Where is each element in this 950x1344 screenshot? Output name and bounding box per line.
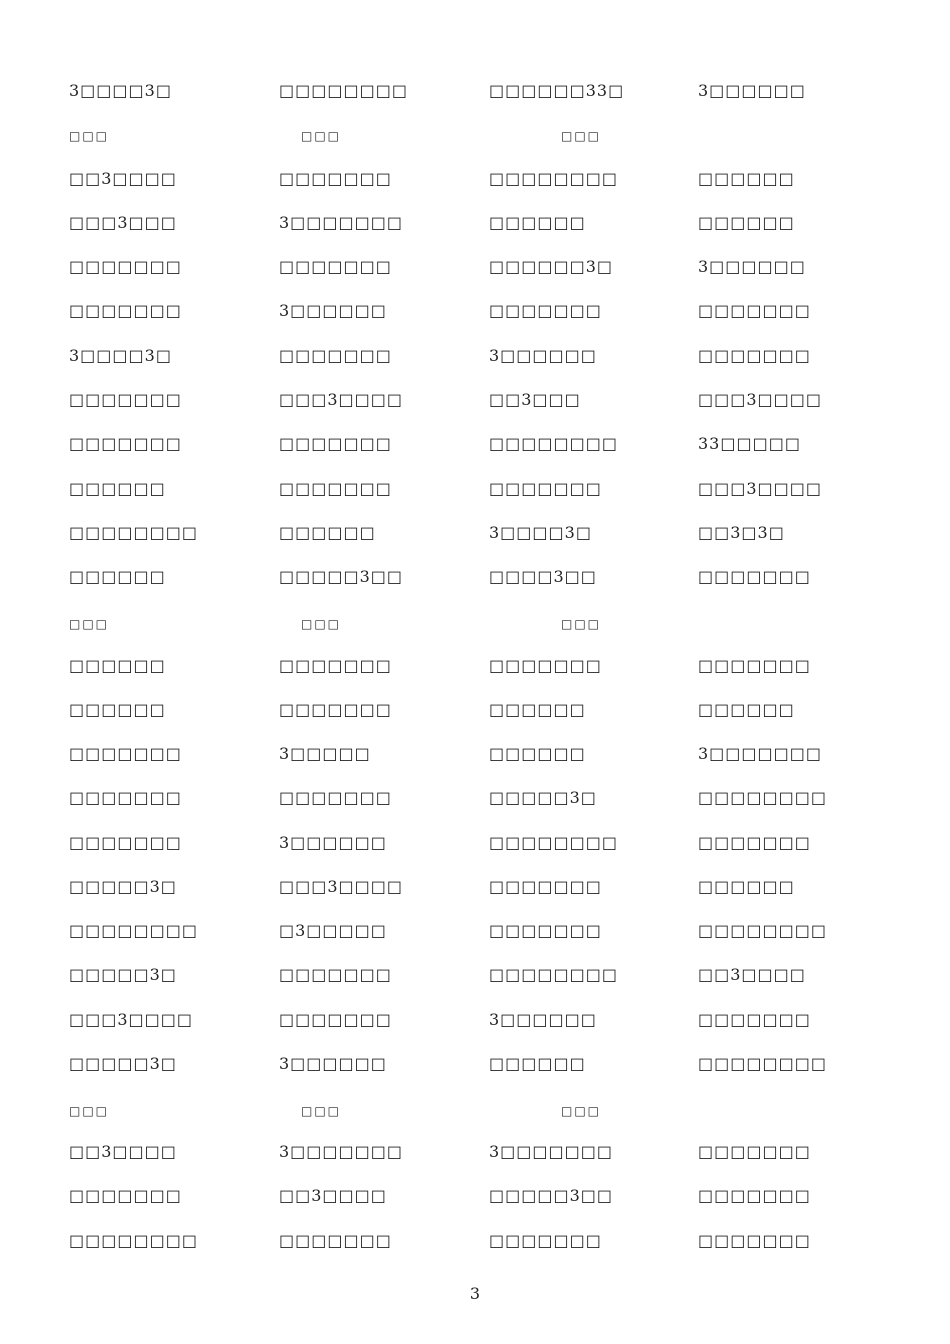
problem-row	[0, 1005, 950, 1035]
problem-row	[0, 1137, 950, 1167]
problem-row	[0, 429, 950, 459]
problem-text: □□□□□□	[69, 656, 166, 675]
problem-text: 3□□□□□□□	[698, 744, 822, 763]
problem-text: □□□□□□□□	[69, 523, 198, 542]
problem-text: □□□□□□□	[698, 656, 811, 675]
page-number: 3	[469, 1284, 481, 1303]
problem-text: 3□□□□□□□	[279, 213, 403, 232]
section-header-row	[0, 1096, 950, 1126]
problem-text: □□3□□□□	[69, 1142, 177, 1161]
problem-text: □□□□□□□	[698, 346, 811, 365]
section-header-label: □□□	[561, 129, 602, 143]
problem-text: 3□□□□□□	[698, 81, 806, 100]
problem-text: □□□□□□□□	[698, 1054, 827, 1073]
problem-row	[0, 208, 950, 238]
problem-text: □□□□□□□	[69, 257, 182, 276]
problem-text: □□□□□□□□	[69, 1231, 198, 1250]
problem-text: □□□□□3□□	[279, 567, 403, 586]
problem-row	[0, 872, 950, 902]
problem-row	[0, 1049, 950, 1079]
problem-row	[0, 783, 950, 813]
problem-row	[0, 960, 950, 990]
section-header-label: □□□	[69, 129, 110, 143]
problem-text: □□□□□□□	[279, 169, 392, 188]
problem-text: □□□□□□	[69, 700, 166, 719]
problem-text: 3□□□□3□	[69, 81, 172, 100]
problem-text: □□□□□□□	[698, 1231, 811, 1250]
section-header-label: □□□	[561, 617, 602, 631]
problem-text: □□□□□□	[489, 1054, 586, 1073]
section-header-label: □□□	[69, 1104, 110, 1118]
problem-text: □□□□□□33□	[489, 81, 625, 100]
problem-text: 3□□□□□□	[279, 1054, 387, 1073]
problem-text: 3□□□□3□	[69, 346, 172, 365]
problem-text: □□□□□□□	[279, 434, 392, 453]
problem-text: □□□□□□□	[489, 656, 602, 675]
problem-text: □□□□□□□	[69, 833, 182, 852]
problem-row	[0, 695, 950, 725]
problem-text: □□□□□□	[69, 479, 166, 498]
problem-text: □3□□□□□	[279, 921, 387, 940]
problem-row	[0, 739, 950, 769]
problem-text: □□□□□□□	[279, 788, 392, 807]
problem-text: □□□3□□□□	[279, 877, 403, 896]
problem-row	[0, 828, 950, 858]
problem-text: □□□□□□□□	[489, 169, 618, 188]
problem-text: □□□□□□□	[698, 567, 811, 586]
problem-text: 3□□□□□□□	[279, 1142, 403, 1161]
problem-row	[0, 296, 950, 326]
problem-text: □□□□□3□	[69, 965, 177, 984]
problem-text: □□□3□□□□	[698, 390, 822, 409]
problem-text: □□□□□□□	[698, 1186, 811, 1205]
problem-text: □□□□□□□	[489, 921, 602, 940]
problem-row	[0, 76, 950, 106]
problem-text: □□□□□□□	[69, 390, 182, 409]
problem-text: 3□□□□□□□	[489, 1142, 613, 1161]
problem-text: □□□3□□□	[69, 213, 177, 232]
problem-text: 3□□□□□□	[698, 257, 806, 276]
problem-text: □□□□□3□□	[489, 1186, 613, 1205]
problem-text: □□3□□□□	[69, 169, 177, 188]
problem-text: □□□□□□	[698, 700, 795, 719]
problem-text: 3□□□□□□	[489, 346, 597, 365]
problem-text: □□□□□□□	[279, 1010, 392, 1029]
problem-text: □□□□□□□	[69, 301, 182, 320]
problem-text: □□□□□□□	[69, 1186, 182, 1205]
problem-text: 3□□□□3□	[489, 523, 592, 542]
problem-text: □□□□□□□	[489, 301, 602, 320]
problem-text: □□□□□□□□	[698, 788, 827, 807]
problem-text: □□□□□□□	[489, 877, 602, 896]
problem-text: □□□□□□□	[279, 965, 392, 984]
section-header-row	[0, 121, 950, 151]
problem-row	[0, 341, 950, 371]
section-header-label: □□□	[561, 1104, 602, 1118]
problem-row	[0, 474, 950, 504]
section-header-row	[0, 609, 950, 639]
problem-text: □□□□□□□	[69, 788, 182, 807]
problem-text: □□□□□□□	[69, 434, 182, 453]
problem-text: □□□3□□□□	[698, 479, 822, 498]
problem-text: □□□□□□	[698, 169, 795, 188]
problem-text: □□3□□□□	[279, 1186, 387, 1205]
problem-text: □□□□3□□	[489, 567, 597, 586]
section-header-label: □□□	[69, 617, 110, 631]
problem-text: □□□□□3□	[69, 877, 177, 896]
problem-text: □□□□□□□	[489, 479, 602, 498]
section-header-label: □□□	[301, 617, 342, 631]
problem-text: □□□□□□□	[279, 346, 392, 365]
problem-row	[0, 916, 950, 946]
problem-text: □□□□□□□□	[489, 833, 618, 852]
problem-text: □□□3□□□□	[69, 1010, 193, 1029]
problem-text: □□□□□□3□	[489, 257, 613, 276]
section-header-label: □□□	[301, 1104, 342, 1118]
problem-text: □□□□□□	[698, 213, 795, 232]
problem-row	[0, 385, 950, 415]
problem-text: □□3□□□□	[698, 965, 806, 984]
problem-text: 33□□□□□	[698, 434, 801, 453]
problem-text: 3□□□□□	[279, 744, 371, 763]
problem-text: □□□□□□	[698, 877, 795, 896]
problem-row	[0, 562, 950, 592]
problem-text: □□3□3□	[698, 523, 785, 542]
problem-text: □□□□□□□	[698, 1010, 811, 1029]
problem-text: □□□□□□□□	[69, 921, 198, 940]
problem-text: □□□□□□□□	[279, 81, 408, 100]
problem-text: 3□□□□□□	[279, 301, 387, 320]
problem-text: □□□□□□□□	[489, 965, 618, 984]
problem-row	[0, 1226, 950, 1256]
problem-text: □□□□□□□	[279, 257, 392, 276]
section-header-label: □□□	[301, 129, 342, 143]
problem-text: □□□□□□	[279, 523, 376, 542]
problem-text: □□□□□3□	[69, 1054, 177, 1073]
problem-text: □□□□□□□	[69, 744, 182, 763]
problem-text: 3□□□□□□	[489, 1010, 597, 1029]
problem-text: □□□□□□□	[279, 700, 392, 719]
problem-text: □□□3□□□□	[279, 390, 403, 409]
problem-text: □□□□□□	[489, 700, 586, 719]
problem-text: □□□□□□□	[279, 479, 392, 498]
problem-text: □□□□□□□	[698, 833, 811, 852]
problem-text: □□□□□□□	[489, 1231, 602, 1250]
problem-text: □□□□□□□□	[698, 921, 827, 940]
problem-text: □□□□□□□	[698, 301, 811, 320]
problem-row	[0, 651, 950, 681]
problem-text: □□□□□□□	[698, 1142, 811, 1161]
problem-text: □□□□□□□	[279, 656, 392, 675]
problem-row	[0, 518, 950, 548]
problem-text: □□□□□□	[489, 744, 586, 763]
problem-text: □□3□□□	[489, 390, 581, 409]
problem-row	[0, 164, 950, 194]
problem-text: □□□□□□□	[279, 1231, 392, 1250]
problem-text: □□□□□3□	[489, 788, 597, 807]
problem-text: 3□□□□□□	[279, 833, 387, 852]
problem-row	[0, 252, 950, 282]
problem-text: □□□□□□□□	[489, 434, 618, 453]
problem-text: □□□□□□	[69, 567, 166, 586]
problem-text: □□□□□□	[489, 213, 586, 232]
problem-row	[0, 1181, 950, 1211]
